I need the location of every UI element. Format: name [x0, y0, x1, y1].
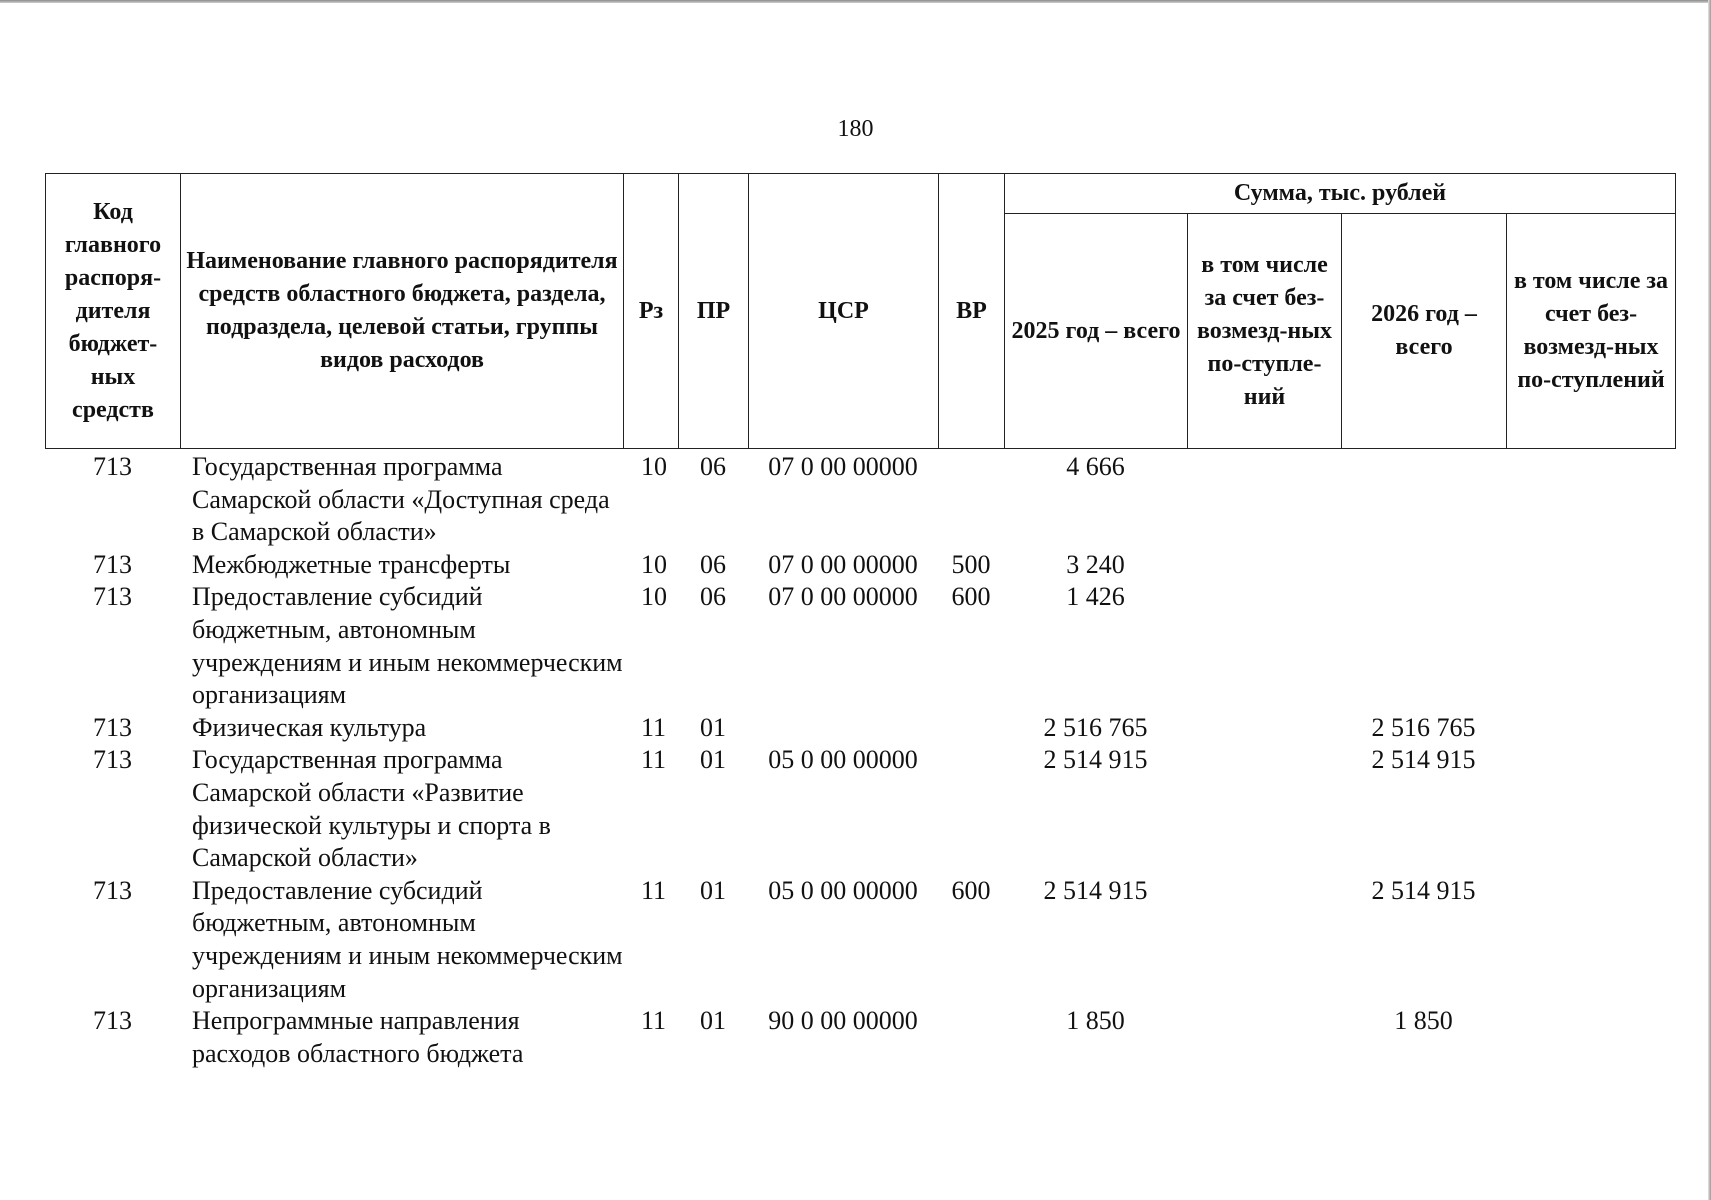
- row-pr: 01: [700, 745, 726, 775]
- row-vr: [938, 451, 1004, 549]
- row-2025-free: [1187, 451, 1341, 549]
- header-2026-free: в том числе за счет без-возмезд-ных по-ступлений: [1507, 214, 1676, 449]
- row-name: Физическая культура: [192, 712, 427, 742]
- row-2025-free: [1187, 549, 1341, 582]
- row-csr: 07 0 00 00000: [768, 452, 918, 481]
- table-body: [45, 451, 1675, 1070]
- row-2025-total: 1 850: [1066, 1006, 1125, 1036]
- row-vr: 500: [951, 549, 991, 579]
- row-csr: 07 0 00 00000: [768, 582, 918, 612]
- row-rz: 10: [641, 452, 667, 481]
- row-2026-total: 2 514 915: [1371, 745, 1476, 775]
- row-rz: 11: [641, 745, 667, 775]
- row-vr: 600: [951, 582, 991, 612]
- table-header: [45, 173, 1676, 449]
- row-pr: 01: [700, 875, 726, 905]
- header-sum-group: Сумма, тыс. рублей: [1005, 174, 1676, 214]
- row-code: 713: [93, 712, 132, 742]
- row-rz: 10: [641, 582, 667, 612]
- row-name: Предоставление субсидий бюджетным, автономным учреждениям и иным некоммерческим организациям: [192, 582, 623, 710]
- row-vr: [938, 712, 1004, 745]
- row-pr: 01: [700, 1006, 726, 1036]
- row-code: 713: [93, 745, 132, 775]
- row-2026-free: [1506, 581, 1675, 711]
- row-rz: 11: [641, 712, 667, 742]
- row-pr: 06: [700, 582, 726, 612]
- row-rz: 11: [641, 1006, 667, 1036]
- row-csr: 90 0 00 00000: [768, 1006, 918, 1036]
- row-code: 713: [93, 875, 132, 905]
- row-name: Государственная программа Самарской области «Развитие физической культуры и спорта в Самарской области»: [192, 745, 551, 873]
- header-csr: ЦСР: [749, 174, 939, 449]
- row-2025-free: [1187, 712, 1341, 745]
- row-csr: 05 0 00 00000: [768, 875, 918, 905]
- row-2026-free: [1506, 549, 1675, 582]
- table-row: [45, 581, 1675, 711]
- row-2026-free: [1506, 875, 1675, 1005]
- row-name: Государственная программа Самарской области «Доступная среда в Самарской области»: [192, 452, 610, 547]
- row-2025-total: 2 516 765: [1043, 712, 1148, 742]
- row-name: Непрограммные направления расходов областного бюджета: [192, 1006, 524, 1068]
- table-row: [45, 712, 1675, 745]
- table-row: [45, 1005, 1675, 1070]
- row-pr: 06: [700, 549, 726, 579]
- header-name: Наименование главного распорядителя средств областного бюджета, раздела, подраздела, целевой статьи, группы видов расходов: [181, 174, 624, 449]
- header-2025-total: 2025 год – всего: [1005, 214, 1188, 449]
- row-name: Межбюджетные трансферты: [192, 549, 511, 579]
- row-2025-total: 2 514 915: [1043, 875, 1148, 905]
- table-row: [45, 744, 1675, 874]
- row-2025-free: [1187, 744, 1341, 874]
- row-2026-free: [1506, 744, 1675, 874]
- row-2026-total: [1341, 549, 1506, 582]
- row-2026-total: 2 516 765: [1371, 712, 1476, 742]
- page-number: 180: [837, 116, 874, 142]
- row-2026-total: [1341, 451, 1506, 549]
- row-code: 713: [93, 582, 132, 612]
- row-vr: [938, 1005, 1004, 1070]
- row-csr: 07 0 00 00000: [768, 549, 918, 579]
- table-row: [45, 875, 1675, 1005]
- header-pr: ПР: [679, 174, 749, 449]
- row-2026-free: [1506, 712, 1675, 745]
- row-2025-free: [1187, 1005, 1341, 1070]
- row-pr: 06: [700, 452, 726, 481]
- row-csr: 05 0 00 00000: [768, 745, 918, 775]
- header-rz: Рз: [624, 174, 679, 449]
- row-name: Предоставление субсидий бюджетным, автономным учреждениям и иным некоммерческим организациям: [192, 875, 623, 1003]
- row-2026-free: [1506, 451, 1675, 549]
- row-2025-total: 4 666: [1066, 452, 1125, 481]
- table-row: [45, 451, 1675, 549]
- header-code: Код главного распоря-дителя бюджет-ных средств: [46, 174, 181, 449]
- scan-top-edge: [0, 0, 1711, 3]
- row-2026-free: [1506, 1005, 1675, 1070]
- row-vr: [938, 744, 1004, 874]
- row-2026-total: 2 514 915: [1371, 875, 1476, 905]
- row-pr: 01: [700, 712, 726, 742]
- row-vr: 600: [951, 875, 991, 905]
- row-2025-free: [1187, 875, 1341, 1005]
- row-2025-total: 2 514 915: [1043, 745, 1148, 775]
- row-rz: 11: [641, 875, 667, 905]
- row-2025-total: 1 426: [1066, 582, 1125, 612]
- header-2025-free: в том числе за счет без-возмезд-ных по-ступле-ний: [1188, 214, 1342, 449]
- row-2025-free: [1187, 581, 1341, 711]
- row-code: 713: [93, 452, 132, 481]
- row-code: 713: [93, 549, 132, 579]
- row-2025-total: 3 240: [1066, 549, 1125, 579]
- row-2026-total: 1 850: [1394, 1006, 1453, 1036]
- table-row: [45, 549, 1675, 582]
- row-csr: [748, 712, 938, 745]
- row-rz: 10: [641, 549, 667, 579]
- row-code: 713: [93, 1006, 132, 1036]
- header-2026-total: 2026 год – всего: [1342, 214, 1507, 449]
- row-2026-total: [1341, 581, 1506, 711]
- header-vr: ВР: [939, 174, 1005, 449]
